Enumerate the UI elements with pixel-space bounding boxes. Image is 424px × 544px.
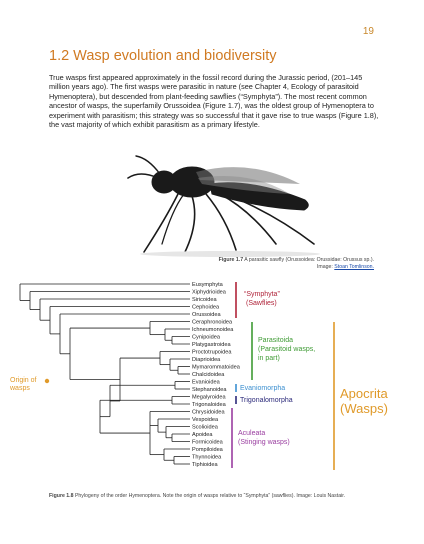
taxon-label: Cynipoidea [192,334,220,341]
taxon-label: Formicoidea [192,439,223,446]
apocrita-label: Apocrita [340,386,388,401]
taxon-label: Chalcidoidea [192,372,225,378]
parasitoida-sublabel-1: (Parasitoid wasps, [258,346,316,353]
caption-label: Figure 1.7 [218,257,244,263]
aculeata-sublabel: (Stinging wasps) [238,439,290,446]
aculeata-label: Aculeata [238,430,266,437]
wasp-illustration [128,156,314,254]
taxon-label: Pompiloidea [192,447,223,453]
wasp-photo [100,148,350,260]
caption-text: A parasitic sawfly (Orussoidea: Orussidae: Orussus sp.). [243,257,374,263]
phylogeny-diagram [0,270,424,490]
figure-1-8-caption [49,493,379,500]
figure-1-7-caption [134,257,374,271]
taxon-label: Platygastroidea [192,342,231,348]
taxon-label: Apoidea [192,432,213,438]
taxon-label: Vespoidea [192,417,219,423]
taxon-label: Orussoidea [192,312,221,318]
taxon-label: Chrysidoidea [192,409,225,416]
apocrita-sublabel: (Wasps) [340,401,388,416]
taxon-label: Stephanoidea [192,387,227,393]
taxon-label: Thynnoidea [192,454,222,461]
origin-label-2: wasps [10,385,30,392]
taxon-label: Tiphioidea [192,462,218,468]
caption-credit-prefix: Image: [316,264,335,270]
body-paragraph: True wasps first appeared approximately in the fossil record during the Jurassic period, (201–145 million years ago). The first wasps were parasitic in nature (see Chapter 4, Ecology of parasitoid Hymenoptera), but descended from plant-feeding sawflies (“Symphyta”). The most recent common ancestor of wasps, the superfamily Orussoidea (Figure 1.7), was the oldest group of Hymenoptera to experiment with parasitism; this strategy was so successful that it gave rise to true wasps (Figure 1.8), the vast majority of which exhibit parasitism as a primary lifestyle. [49,73,379,130]
parasitoida-sublabel-2: in part) [258,355,280,362]
taxon-label: Scolioidea [192,424,218,431]
section-heading: 1.2 Wasp evolution and biodiversity [49,48,277,64]
origin-label-1: Origin of [10,377,37,384]
tree-branches [20,284,190,464]
taxon-label: Trigonaloidea [192,402,226,408]
caption-text: Phylogeny of the order Hymenoptera. Note the origin of wasps relative to “Symphyta” (sawflies). Image: Louis Nastair. [73,493,346,499]
taxon-label: Cephoidea [192,304,220,311]
taxon-label: Proctotrupoidea [192,349,232,356]
tree-taxa [192,282,241,468]
caption-label: Figure 1.8 [49,493,74,499]
symphyta-sublabel: (Sawflies) [246,300,277,307]
taxon-label: Diaprioidea [192,357,221,363]
taxon-label: Eusymphyta [192,282,223,288]
taxon-label: Siricoidea [192,297,217,303]
taxon-label: Xiphydrioidea [192,289,226,296]
taxon-label: Ceraphronoidea [192,319,233,326]
origin-marker [45,379,49,383]
page-number: 19 [362,26,374,37]
taxon-label: Mymarommatoidea [192,364,240,371]
parasitoida-label: Parasitoida [258,337,294,344]
taxon-label: Ichneumonoidea [192,327,234,333]
taxon-label: Megalyroidea [192,394,226,401]
trigonalomorpha-label: Trigonalomorpha [240,397,293,404]
taxon-label: Evanioidea [192,379,220,386]
caption-credit-link[interactable]: Stoan Tomlinson. [334,264,374,270]
symphyta-label: “Symphyta” [244,291,280,298]
evaniomorpha-label: Evaniomorpha [240,385,286,392]
